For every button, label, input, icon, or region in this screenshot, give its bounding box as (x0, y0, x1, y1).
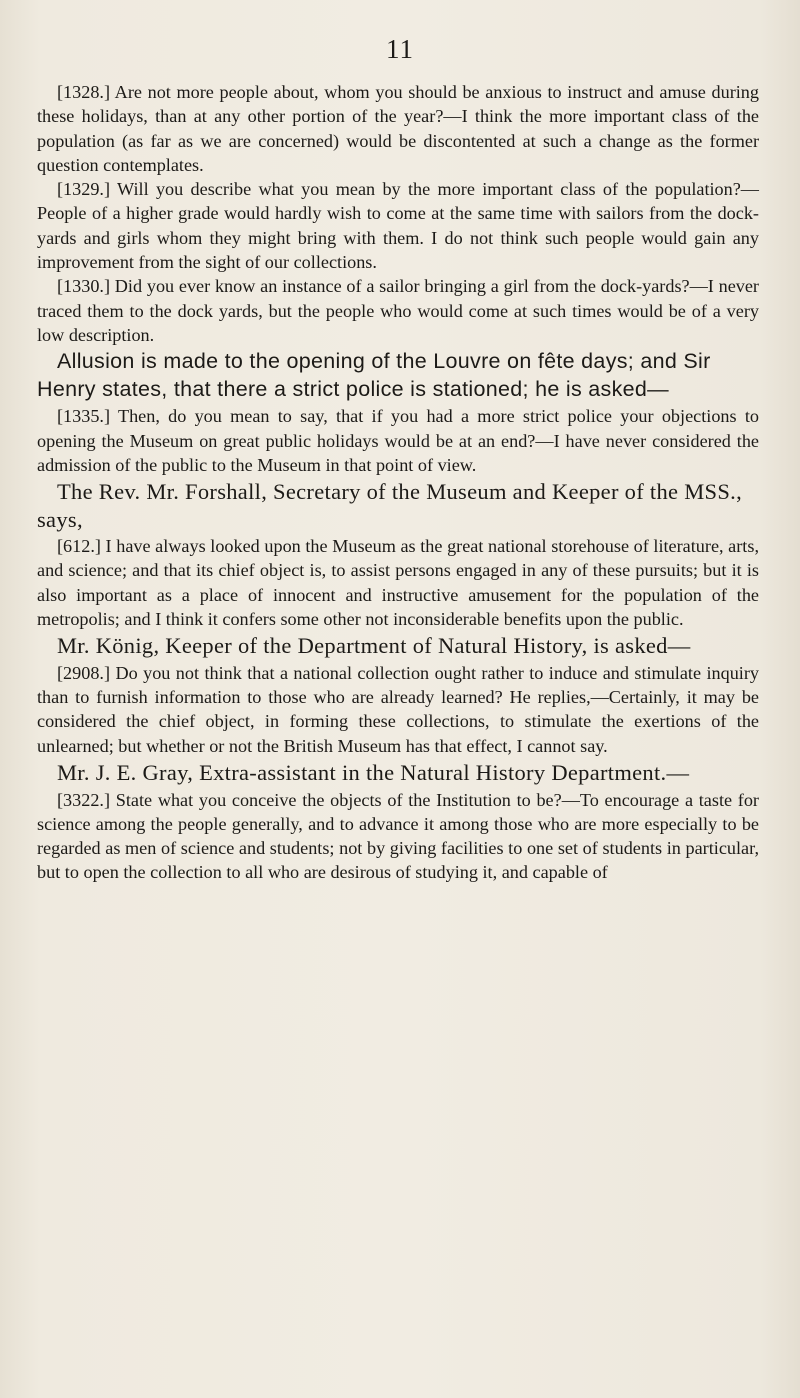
paragraph-1335: [1335.] Then, do you mean to say, that if you had a more strict police your objections to opening the Museum on great public holidays would be at an end?—I have never considered the admission of the public to the Museum in that point of view. (37, 406, 759, 475)
forshall-heading: The Rev. Mr. Forshall, Secretary of the Museum and Keeper of the MSS., says, (37, 479, 743, 532)
paragraph-612: [612.] I have always looked upon the Museum as the great national storehouse of literature, arts, and science; and that its chief object is, to assist persons engaged in any of these pursuits; but it is also important as a place of innocent and instructive amusement for the population of the metropolis; and I think it confers some other not inconsiderable benefits upon the public. (37, 536, 759, 630)
paragraph-1328: [1328.] Are not more people about, whom you should be anxious to instruct and amuse during these holidays, than at any other portion of the year?—I think the more important class of the population (as far as we are concerned) would be discontented at such a change as the former question contemplates. (37, 82, 759, 175)
louvre-heading: Allusion is made to the opening of the Louvre on fête days; and Sir Henry states, that there a strict police is stationed; he is asked— (37, 349, 711, 401)
konig-heading: Mr. König, Keeper of the Department of Natural History, is asked— (57, 633, 691, 659)
paragraph-1330: [1330.] Did you ever know an instance of a sailor bringing a girl from the dock-yards?—I never traced them to the dock yards, but the people who would come at such times would be of a very low description. (37, 276, 759, 345)
page-number: 11 (386, 34, 414, 64)
body-text (37, 80, 759, 885)
paragraph-2908: [2908.] Do you not think that a national collection ought rather to induce and stimulate inquiry than to furnish information to those who are already learned? He replies,—Certainly, it may be considered the chief object, in forming these collections, to stimulate the exertions of the unlearned; but whether or not the British Museum has that effect, I cannot say. (37, 662, 759, 756)
paragraph-3322: [3322.] State what you conceive the objects of the Institution to be?—To encourage a taste for science among the people generally, and to advance it among those who are more especially to be regarded as men of science and students; not by giving facilities to one set of students in particular, but to open the collection to all who are desirous of studying it, and capable of (37, 789, 759, 883)
gray-heading: Mr. J. E. Gray, Extra-assistant in the Natural History Department.— (57, 760, 690, 786)
paragraph-1329: [1329.] Will you describe what you mean by the more important class of the population?—People of a higher grade would hardly wish to come at the same time with sailors from the dock-yards and girls whom they might bring with them. I do not think such people would gain any improvement from the sight of our collections. (37, 179, 759, 273)
